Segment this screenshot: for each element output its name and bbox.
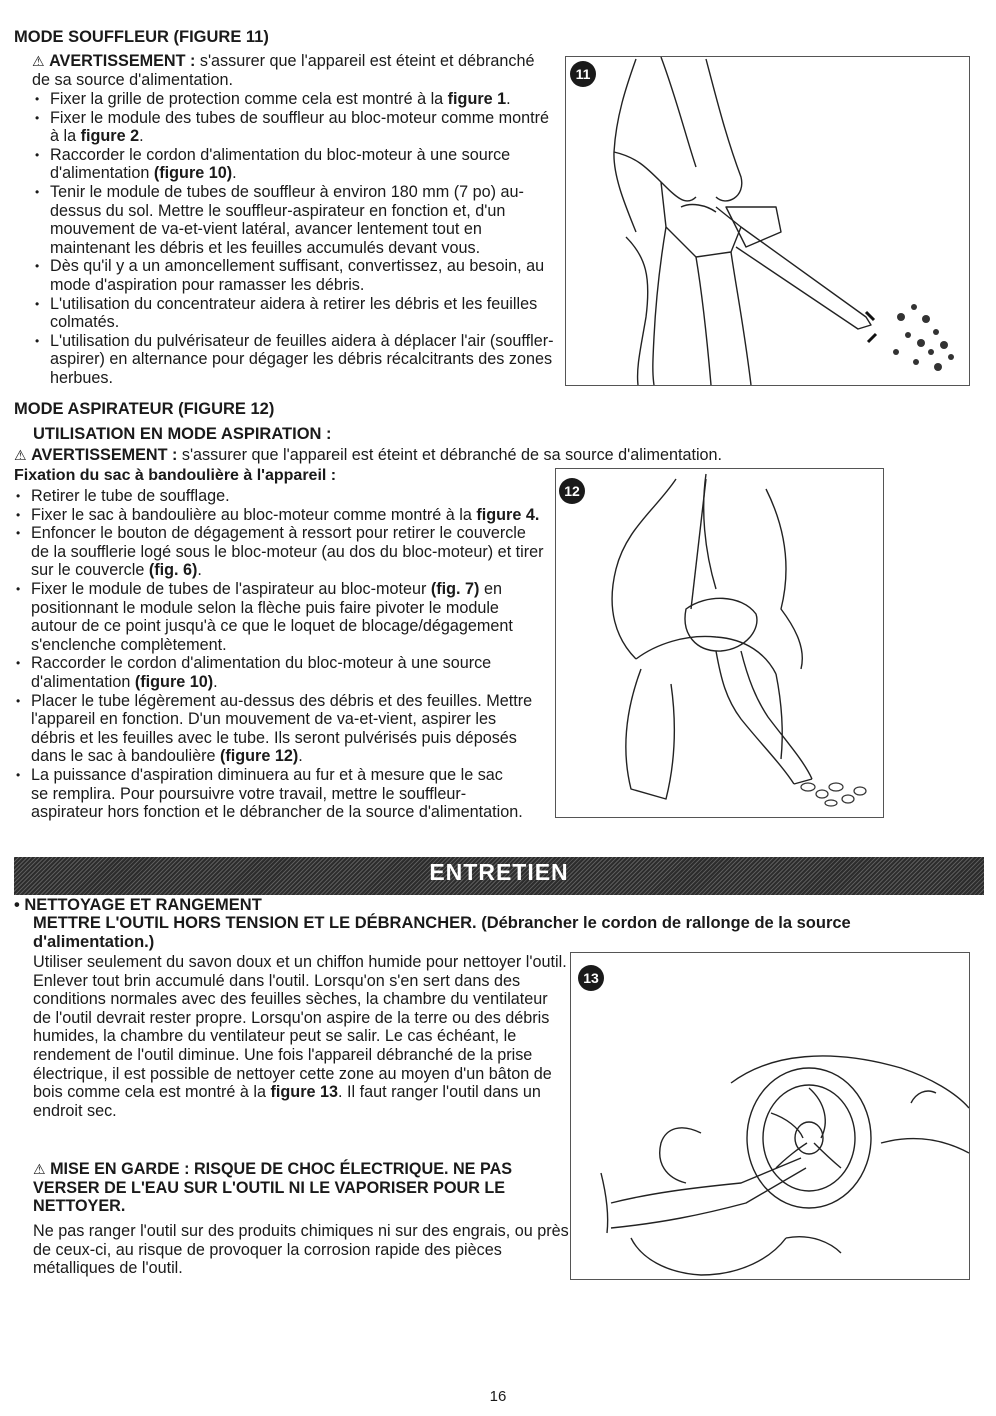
banner-title: ENTRETIEN xyxy=(429,859,569,885)
figure-13-badge xyxy=(578,965,604,991)
warning-triangle-icon: ⚠ xyxy=(14,447,27,463)
figure-12 xyxy=(555,468,884,818)
maintenance-banner xyxy=(14,857,984,895)
list-item: • La puissance d'aspiration diminuera au fur et à mesure que le sac se remplira. Pour poursuivre votre travail, mettre le souffleur- aspirateur hors fonction et le débrancher de la source d'alimentation. xyxy=(14,766,631,822)
svg-text:12: 12 xyxy=(564,483,580,499)
attach-bag-heading: Fixation du sac à bandoulière à l'appareil : xyxy=(14,467,337,484)
warning-triangle-icon: ⚠ xyxy=(33,1161,46,1177)
figure-12-badge xyxy=(559,478,585,504)
warning-text: s'assurer que l'appareil est éteint et débranché de sa source d'alimentation. xyxy=(181,446,723,464)
list-item: • Tenir le module de tubes de souffleur à environ 180 mm (7 po) au-dessus du sol. Mettre le souffleur-aspirateur en fonction et, d'un mouvement de va-et-vient latéral, avancer lentement tout en maintenant les débris et les feuilles accumulés devant vous. xyxy=(33,183,561,257)
list-item: • Raccorder le cordon d'alimentation du bloc-moteur à une source d'alimentation (figure 10). xyxy=(14,654,544,691)
list-item: • L'utilisation du pulvérisateur de feuilles aidera à déplacer l'air (souffler-aspirer) en alternance pour dégager les débris récalcitrants des zones herbues. xyxy=(33,332,561,388)
vacuum-steps-list xyxy=(14,487,544,822)
cleaning-heading: • NETTOYAGE ET RANGEMENT xyxy=(14,896,262,914)
electric-shock-caution: ⚠ MISE EN GARDE : RISQUE DE CHOC ÉLECTRIQUE. NE PAS VERSER DE L'EAU SUR L'OUTIL NI LE VAPORISER POUR LE NETTOYER. xyxy=(33,1160,513,1216)
figure-11 xyxy=(565,56,970,386)
list-item: • Fixer la grille de protection comme cela est montré à la figure 1. xyxy=(33,90,561,109)
list-item: • Placer le tube légèrement au-dessus des débris et des feuilles. Mettre l'appareil en fonction. D'un mouvement de va-et-vient, aspirer les débris et les feuilles avec le tube. Ils seront pulvérisés puis déposés dans le sac à bandoulière (figure 12). xyxy=(14,692,544,766)
vacuum-subtitle: UTILISATION EN MODE ASPIRATION : xyxy=(33,425,332,443)
figure-13 xyxy=(570,952,970,1280)
blower-section-title: MODE SOUFFLEUR (FIGURE 11) xyxy=(14,28,269,46)
storage-paragraph: Ne pas ranger l'outil sur des produits chimiques ni sur des engrais, ou près de ceux-ci, au risque de provoquer la corrosion rapide des pièces métalliques de l'outil. xyxy=(33,1222,569,1278)
list-item: • Enfoncer le bouton de dégagement à ressort pour retirer le couvercle de la soufflerie logé sous le bloc-moteur (au dos du bloc-moteur) et tirer sur le couvercle (fig. 6). xyxy=(14,524,544,580)
list-item: • Retirer le tube de soufflage. xyxy=(14,487,544,506)
list-item: • Dès qu'il y a un amoncellement suffisant, convertissez, au besoin, au mode d'aspiration pour ramasser les débris. xyxy=(33,257,561,294)
vacuum-warning xyxy=(14,446,954,465)
unplug-instruction: METTRE L'OUTIL HORS TENSION ET LE DÉBRANCHER. (Débrancher le cordon de rallonge de la source d'alimentation.) xyxy=(33,914,851,951)
page-number: 16 xyxy=(489,1388,507,1405)
vacuum-section-title: MODE ASPIRATEUR (FIGURE 12) xyxy=(14,400,275,418)
blower-user-illustration xyxy=(566,57,969,385)
warning-label: AVERTISSEMENT : xyxy=(31,446,178,464)
warning-text: s'assurer que l'appareil est éteint et débranché de sa source d'alimentation. xyxy=(32,52,535,89)
vacuum-user-illustration xyxy=(556,469,883,817)
list-item: • L'utilisation du concentrateur aidera à retirer les débris et les feuilles colmatés. xyxy=(33,295,561,332)
svg-text:11: 11 xyxy=(575,66,591,82)
svg-text:13: 13 xyxy=(583,970,599,986)
cleaning-fan-chamber-illustration xyxy=(571,953,969,1279)
warning-triangle-icon: ⚠ xyxy=(32,53,45,69)
blower-steps-list xyxy=(33,90,561,388)
cleaning-paragraph: Utiliser seulement du savon doux et un chiffon humide pour nettoyer l'outil. Enlever tout brin accumulé dans l'outil. Lorsqu'on s'en sert dans des conditions normales avec des feuilles sèches, la chambre du ventilateur de l'outil devrait rester propre. Lorsqu'on aspire de la terre ou des débris humides, la chambre du ventilateur peut se salir. Le cas échéant, le rendement de l'outil diminue. Une fois l'appareil débranché de la prise électrique, il est possible de nettoyer cette zone au moyen d'un bâton de bois comme cela est montré à la figure 13. Il faut ranger l'outil dans un endroit sec. xyxy=(33,953,567,1120)
list-item: • Fixer le module des tubes de souffleur au bloc-moteur comme montré à la figure 2. xyxy=(33,109,561,146)
blower-warning xyxy=(32,52,552,89)
list-item: • Fixer le module de tubes de l'aspirateur au bloc-moteur (fig. 7) en positionnant le module selon la flèche puis faire pivoter le module autour de ce point jusqu'à ce que le loquet de blocage/dégagement s'enclenche complètement. xyxy=(14,580,544,654)
list-item: • Raccorder le cordon d'alimentation du bloc-moteur à une source d'alimentation (figure 10). xyxy=(33,146,561,183)
list-item: • Fixer le sac à bandoulière au bloc-moteur comme montré à la figure 4. xyxy=(14,506,544,525)
warning-label: AVERTISSEMENT : xyxy=(49,52,196,70)
figure-11-badge xyxy=(570,61,596,87)
